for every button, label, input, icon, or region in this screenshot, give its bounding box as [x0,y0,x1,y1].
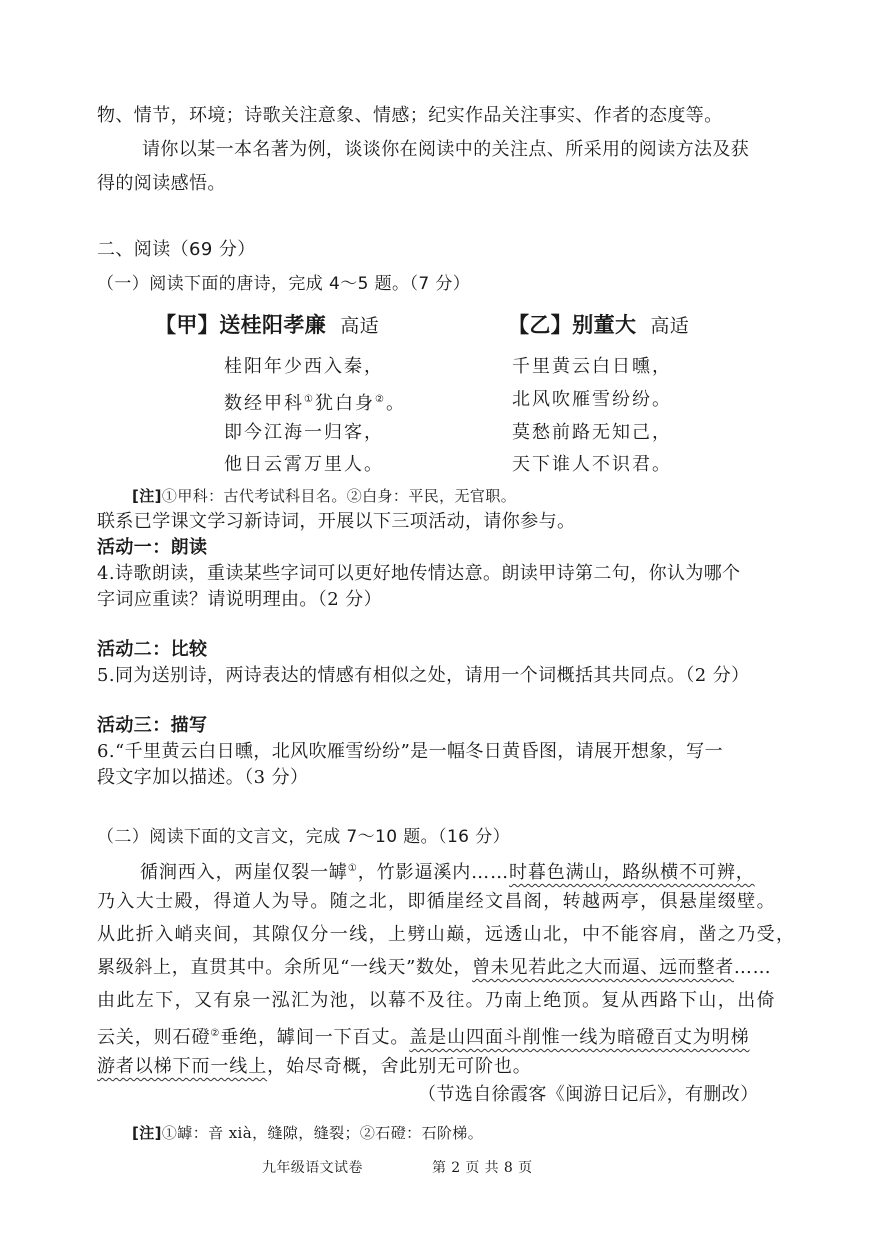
question-5-line-1: 5.同为送别诗，两诗表达的情感有相似之处，请用一个词概括其共同点。（2 分） [97,665,750,686]
poem-a-author: 高适 [340,315,380,337]
poem-a-line-1: 桂阳年少西入秦， [224,356,384,377]
activity-2-heading: 活动二：比较 [97,639,208,660]
activity-1-heading: 活动一：朗读 [97,537,208,558]
poem-a-line-2: 数经甲科①犹白身②。 [224,393,406,414]
question-4-line-1: 4.诗歌朗读，重读某些字词可以更好地传情达意。朗读甲诗第二句，你认为哪个 [97,563,741,584]
poem-b-line-2: 北风吹雁雪纷纷。 [512,389,672,410]
question-4-line-2: 字词应重读？请说明理由。（2 分） [97,589,382,610]
underlined-sentence: 游者以梯下而一线上 [97,1056,268,1077]
passage-line-5: 由此左下，又有泉一泓汇为池，以幕不及往。乃南上绝顶。复从西路下山，出倚 [97,990,776,1011]
footnote-marker: ① [304,394,315,405]
part1-heading: （一）阅读下面的唐诗，完成 4～5 题。（7 分） [97,274,471,294]
underlined-sentence: 时暮色满山，路纵横不可辨， [508,862,755,883]
passage-line-2: 乃入大士殿，得道人为导。随之北，即循崖经文昌阁，转越两亭，俱悬崖缀壁。 [97,891,776,912]
poem-b-line-3: 莫愁前路无知己， [512,422,672,443]
poem-note [132,484,516,508]
footnote-marker: ② [374,394,386,405]
poem-b-line-4: 天下谁人不识君。 [512,454,672,475]
intro-line-3: 得的阅读感悟。 [97,173,226,194]
footnote-marker: ② [210,1028,221,1039]
question-6-line-2: 段文字加以描述。（3 分） [97,767,309,788]
section-heading: 二、阅读（69 分） [97,239,256,260]
passage-line-6: 云关，则石磴②垂绝，罅间一下百丈。盖是山四面斗削惟一线为暗磴百丈为明梯 [97,1027,750,1048]
passage-line-3: 从此折入峭夹间，其隙仅分一线，上劈山巅，远透山北，中不能容肩，凿之乃受， [97,924,796,945]
passage-line-7: 游者以梯下而一线上，始尽奇概，舍此别无可阶也。 [97,1056,532,1077]
activities-intro: 联系已学课文学习新诗词，开展以下三项活动，请你参与。 [97,511,576,532]
note-text: ①罅：音 xià，缝隙，缝裂；②石磴：石阶梯。 [161,1124,484,1142]
underlined-sentence: 盖是山四面斗削惟一线为暗磴百丈为明梯 [409,1027,750,1048]
intro-line-2: 请你以某一本名著为例，谈谈你在阅读中的关注点、所采用的阅读方法及获 [142,139,750,160]
passage-note [132,1121,483,1145]
underlined-sentence: 曾未见若此之大而逼、远而整者 [472,957,734,978]
question-6-line-1: 6.“千里黄云白日曛，北风吹雁雪纷纷”是一幅冬日黄昏图，请展开想象，写一 [97,741,723,762]
poem-a-header [155,313,379,339]
passage-line-4: 累级斜上，直贯其中。余所见“一线天”数处，曾未见若此之大而逼、远而整者…… [97,957,772,978]
footnote-marker: ① [347,863,358,874]
poem-b-line-1: 千里黄云白日曛， [512,356,672,377]
activity-3-heading: 活动三：描写 [97,715,208,736]
poem-b-header [508,313,689,339]
poem-b-author: 高适 [650,315,690,337]
poem-a-title: 【甲】送桂阳孝廉 [155,313,327,337]
passage-line-1: 循涧西入，两崖仅裂一罅①，竹影逼溪内……时暮色满山，路纵横不可辨， [140,862,755,883]
note-label: [注] [132,487,162,505]
footer-title: 九年级语文试卷 [262,1160,363,1176]
poem-b-title: 【乙】别董大 [508,313,637,337]
footer-page-number: 第 2 页 共 8 页 [432,1160,533,1176]
poem-a-line-4: 他日云霄万里人。 [224,454,384,475]
poem-a-line-3: 即今江海一归客， [224,422,384,443]
note-text: ①甲科：古代考试科目名。②白身：平民，无官职。 [161,487,517,505]
part2-heading: （二）阅读下面的文言文，完成 7～10 题。（16 分） [97,827,510,847]
note-label: [注] [132,1124,162,1142]
intro-line-1: 物、情节，环境；诗歌关注意象、情感；纪实作品关注事实、作者的态度等。 [97,105,723,126]
passage-source: （节选自徐霞客《闽游日记后》，有删改） [418,1084,759,1105]
